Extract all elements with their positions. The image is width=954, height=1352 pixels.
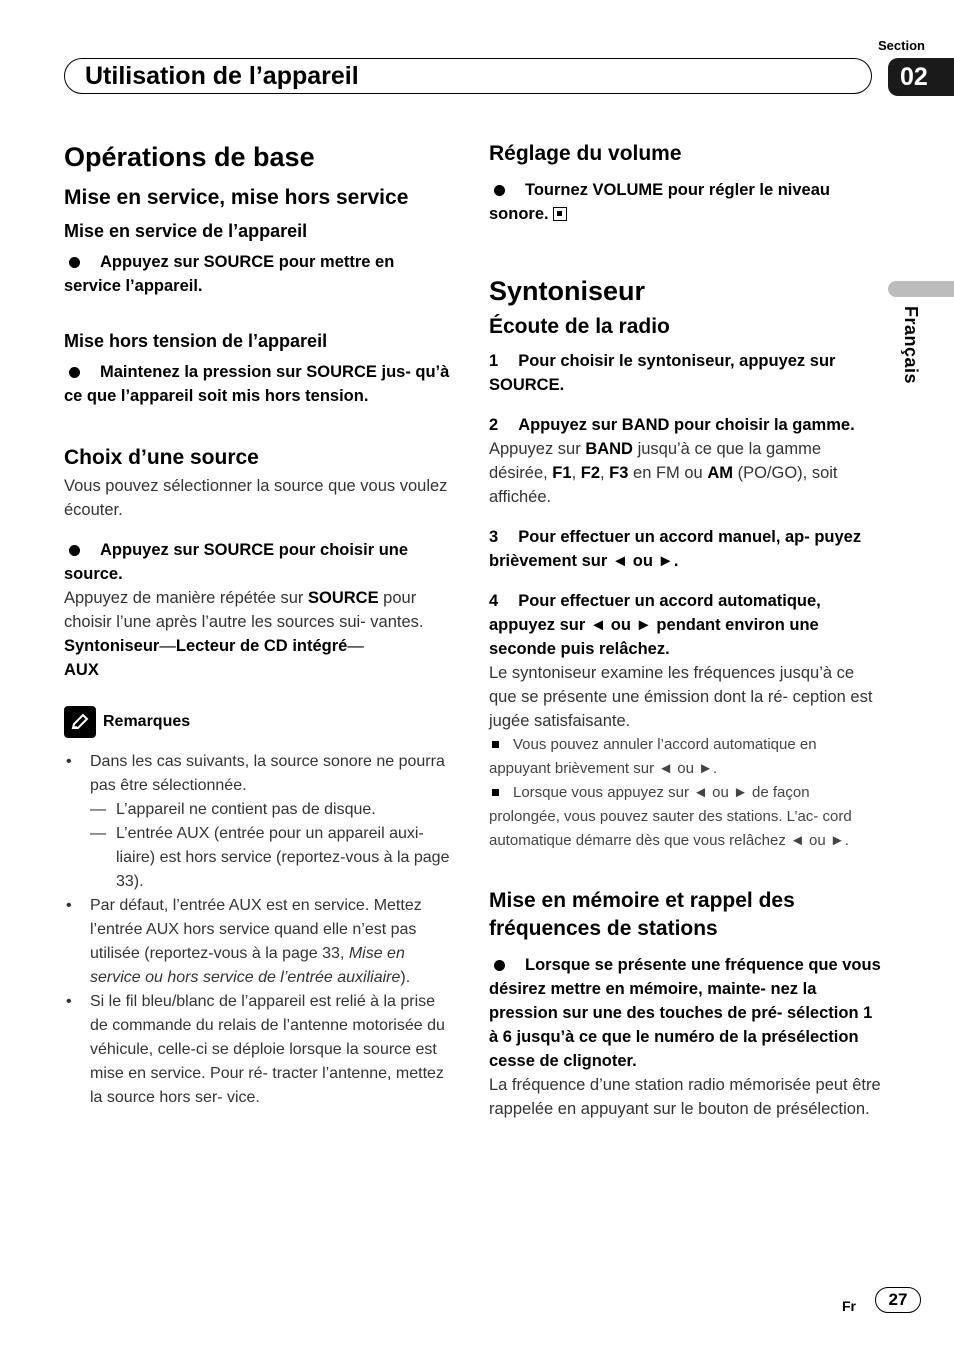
chapter-header-bar bbox=[64, 58, 872, 94]
notes-title: Remarques bbox=[103, 713, 191, 730]
bullet-icon bbox=[494, 960, 505, 971]
tuner-step-4-description: Le syntoniseur examine les fréquences jusqu’à ce que se présente une émission dont la ré- ception est jugée satisfaisante. bbox=[489, 664, 873, 730]
source-heading: Choix d’une source bbox=[64, 446, 259, 469]
tuner-step-3: 3 Pour effectuer un accord manuel, ap- puyez brièvement sur ◄ ou ►. bbox=[489, 528, 862, 570]
language-tab-label: Français bbox=[901, 306, 921, 385]
memory-heading: Mise en mémoire et rappel des fréquences de stations bbox=[489, 889, 795, 940]
note-item: • Par défaut, l’entrée AUX est en service. Mettez l’entrée AUX hors service quand elle n’est pas utilisée (reportez-vous à la page 33, Mise en service ou hors service de l’entrée auxiliaire). bbox=[64, 894, 454, 990]
note-item: • Dans les cas suivants, la source sonore ne pourra pas être sélectionnée. — L’appareil ne contient pas de disque. — L’entrée AUX (entrée pour un appareil auxi- liaire) est hors service (reportez-vous à la page 33). bbox=[64, 750, 454, 894]
note-subitem: — L’entrée AUX (entrée pour un appareil auxi- liaire) est hors service (reportez-vous à la page 33). bbox=[90, 822, 454, 894]
bullet-icon bbox=[494, 185, 505, 196]
note-subitem: — L’appareil ne contient pas de disque. bbox=[90, 798, 454, 822]
basic-operations-title: Opérations de base bbox=[64, 142, 315, 172]
language-tab-marker bbox=[888, 281, 954, 297]
tuner-step-2-description: Appuyez sur BAND jusqu’à ce que la gamme désirée, F1, F2, F3 en FM ou AM (PO/GO), soit affichée. bbox=[489, 440, 838, 506]
right-column bbox=[489, 140, 881, 1121]
tuner-title: Syntoniseur bbox=[489, 276, 646, 306]
section-number-badge: 02 bbox=[888, 58, 954, 96]
note-sublist bbox=[90, 798, 454, 894]
power-heading: Mise en service, mise hors service bbox=[64, 186, 409, 209]
volume-heading: Réglage du volume bbox=[489, 142, 682, 165]
power-off-step: Maintenez la pression sur SOURCE jus- qu’à ce que l’appareil soit mis hors tension. bbox=[64, 363, 450, 405]
power-off-heading: Mise hors tension de l’appareil bbox=[64, 331, 328, 351]
footer-language-code: Fr bbox=[842, 1298, 856, 1314]
square-bullet-icon bbox=[492, 741, 499, 748]
source-step: Appuyez sur SOURCE pour choisir une source. bbox=[64, 541, 409, 583]
bullet-icon bbox=[69, 257, 80, 268]
bullet-icon bbox=[69, 545, 80, 556]
tuner-step-1: 1 Pour choisir le syntoniseur, appuyez sur SOURCE. bbox=[489, 352, 836, 394]
memory-description: La fréquence d’une station radio mémorisée peut être rappelée en appuyant sur le bouton de présélection. bbox=[489, 1076, 881, 1118]
source-intro: Vous pouvez sélectionner la source que vous voulez écouter. bbox=[64, 477, 448, 519]
note-item: • Si le fil bleu/blanc de l’appareil est relié à la prise de commande du relais de l’antenne motorisée du véhicule, celle-ci se déploie lorsque la source est mise en service. Pour ré- tracter l’antenne, mettez la source hors ser- vice. bbox=[64, 990, 454, 1110]
chapter-title: Utilisation de l’appareil bbox=[85, 62, 359, 90]
power-on-step: Appuyez sur SOURCE pour mettre en service l’appareil. bbox=[64, 253, 395, 295]
source-description: Appuyez de manière répétée sur SOURCE pour choisir l’une après l’autre les sources sui- vantes. bbox=[64, 589, 424, 631]
tuner-step-4: 4 Pour effectuer un accord automatique, appuyez sur ◄ ou ► pendant environ une seconde puis relâchez. bbox=[489, 592, 821, 658]
memory-step: Lorsque se présente une fréquence que vous désirez mettre en mémoire, mainte- nez la pression sur une des touches de pré- sélection 1 à 6 jusqu’à ce que le numéro de la présélection cesse de clignoter. bbox=[489, 956, 881, 1070]
left-column bbox=[64, 140, 454, 1110]
tuner-tip-2: Lorsque vous appuyez sur ◄ ou ► de façon prolongée, vous pouvez sauter des stations. L’ac- cord automatique démarre dès que vous relâchez ◄ ou ►. bbox=[489, 784, 852, 849]
radio-heading: Écoute de la radio bbox=[489, 315, 670, 338]
bullet-icon bbox=[69, 367, 80, 378]
notes-header bbox=[64, 706, 454, 738]
end-mark-icon bbox=[553, 207, 567, 221]
tuner-step-2: 2 Appuyez sur BAND pour choisir la gamme. bbox=[489, 416, 855, 434]
volume-step: Tournez VOLUME pour régler le niveau sonore. bbox=[489, 181, 830, 223]
square-bullet-icon bbox=[492, 789, 499, 796]
tuner-tip-1: Vous pouvez annuler l’accord automatique en appuyant brièvement sur ◄ ou ►. bbox=[489, 736, 817, 777]
section-label: Section bbox=[878, 38, 925, 53]
pencil-note-icon bbox=[64, 706, 96, 738]
power-on-heading: Mise en service de l’appareil bbox=[64, 221, 308, 241]
page-number: 27 bbox=[875, 1287, 921, 1313]
source-sequence: Syntoniseur—Lecteur de CD intégré— AUX bbox=[64, 637, 364, 679]
notes-list bbox=[64, 750, 454, 1110]
